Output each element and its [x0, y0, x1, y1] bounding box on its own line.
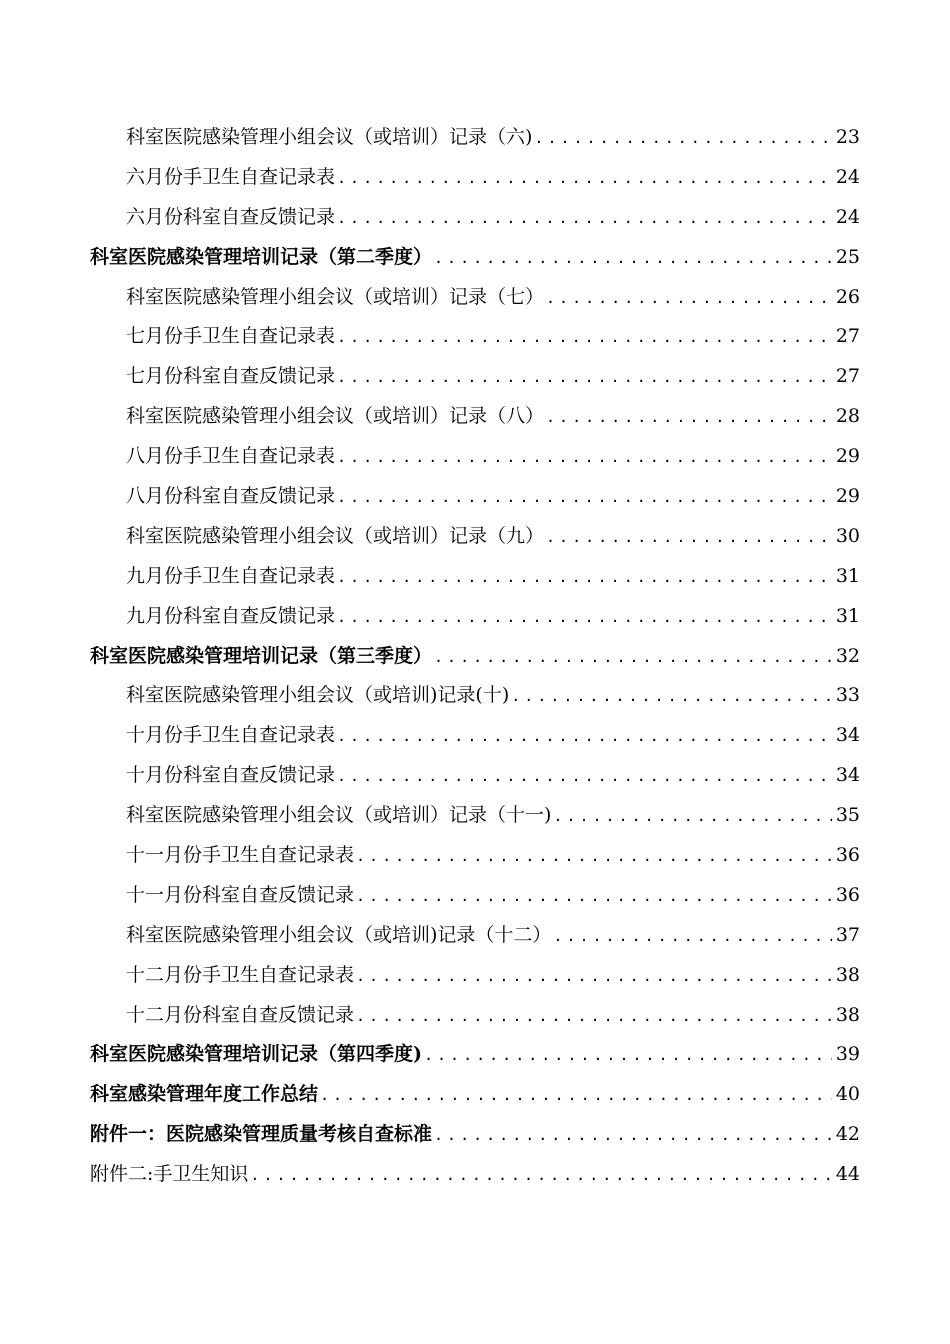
toc-dot-leader	[337, 358, 832, 398]
toc-entry[interactable]	[90, 996, 860, 1036]
toc-entry[interactable]	[90, 198, 860, 238]
toc-section-entry[interactable]	[90, 1035, 860, 1075]
toc-entry-page: 27	[835, 325, 860, 348]
toc-dot-leader	[434, 239, 832, 279]
toc-entry[interactable]	[90, 796, 860, 836]
toc-entry-title: 十月份科室自查反馈记录	[126, 764, 336, 787]
toc-entry-page: 35	[835, 804, 860, 827]
toc-section-entry[interactable]	[90, 238, 860, 278]
toc-section-entry[interactable]	[90, 637, 860, 677]
toc-entry[interactable]	[90, 477, 860, 517]
toc-dot-leader	[337, 757, 832, 797]
toc-entry[interactable]	[90, 437, 860, 477]
table-of-contents	[90, 118, 860, 1195]
toc-entry[interactable]	[90, 317, 860, 357]
toc-entry-title: 科室感染管理年度工作总结	[90, 1083, 319, 1106]
toc-entry-page: 37	[835, 923, 860, 946]
toc-entry-page: 29	[835, 445, 860, 468]
toc-entry-page: 23	[835, 126, 860, 148]
toc-entry-title: 科室医院感染管理小组会议（或培训）记录（十一)	[126, 804, 552, 827]
toc-entry-title: 十二月份科室自查反馈记录	[126, 1003, 355, 1026]
toc-entry-title: 附件二:手卫生知识	[90, 1163, 249, 1186]
toc-entry-title: 科室医院感染管理小组会议（或培训）记录（七）	[126, 285, 545, 308]
toc-entry[interactable]	[90, 118, 860, 158]
toc-dot-leader	[546, 398, 832, 438]
toc-entry-title: 十二月份手卫生自查记录表	[126, 963, 355, 986]
toc-entry-page: 34	[835, 764, 860, 787]
toc-entry-page: 44	[835, 1163, 860, 1186]
toc-entry-page: 33	[835, 684, 860, 707]
toc-entry-page: 40	[835, 1083, 860, 1106]
toc-entry[interactable]	[90, 597, 860, 637]
toc-entry-title: 科室医院感染管理小组会议（或培训)记录（十二）	[126, 923, 552, 946]
toc-dot-leader	[546, 279, 832, 319]
toc-entry-page: 34	[835, 724, 860, 747]
toc-entry-title: 科室医院感染管理小组会议（或培训）记录（九）	[126, 524, 545, 547]
toc-entry-title: 八月份科室自查反馈记录	[126, 485, 336, 508]
toc-dot-leader	[511, 677, 832, 717]
toc-entry-title: 十一月份手卫生自查记录表	[126, 844, 355, 867]
toc-entry-page: 38	[835, 1003, 860, 1026]
toc-dot-leader	[250, 1156, 832, 1196]
toc-dot-leader	[337, 318, 832, 358]
toc-entry-title: 七月份手卫生自查记录表	[126, 325, 336, 348]
toc-entry-page: 36	[835, 883, 860, 906]
toc-entry-title: 七月份科室自查反馈记录	[126, 365, 336, 388]
toc-entry-page: 38	[835, 963, 860, 986]
toc-entry-title: 科室医院感染管理小组会议（或培训）记录（八）	[126, 405, 545, 428]
toc-dot-leader	[337, 558, 832, 598]
toc-entry[interactable]	[90, 517, 860, 557]
toc-entry-title: 六月份手卫生自查记录表	[126, 165, 336, 188]
toc-appendix-entry[interactable]	[90, 1155, 860, 1195]
toc-entry-page: 42	[835, 1123, 860, 1146]
toc-dot-leader	[320, 1076, 832, 1116]
toc-entry[interactable]	[90, 716, 860, 756]
toc-entry[interactable]	[90, 956, 860, 996]
toc-entry-page: 24	[835, 205, 860, 228]
toc-entry-title: 附件一：医院感染管理质量考核自查标准	[90, 1123, 433, 1146]
toc-entry[interactable]	[90, 278, 860, 318]
toc-entry-title: 科室医院感染管理小组会议（或培训)记录(十)	[126, 684, 510, 707]
toc-entry-title: 九月份科室自查反馈记录	[126, 604, 336, 627]
toc-dot-leader	[534, 119, 832, 159]
toc-entry-page: 24	[835, 165, 860, 188]
toc-entry-page: 25	[835, 245, 860, 268]
toc-entry-title: 十一月份科室自查反馈记录	[126, 883, 355, 906]
toc-dot-leader	[424, 1036, 832, 1076]
toc-entry-page: 30	[835, 524, 860, 547]
toc-entry-title: 科室医院感染管理培训记录（第四季度)	[90, 1043, 422, 1066]
toc-entry-title: 科室医院感染管理培训记录（第二季度）	[90, 245, 433, 268]
toc-entry-title: 十月份手卫生自查记录表	[126, 724, 336, 747]
toc-dot-leader	[356, 957, 832, 997]
toc-entry[interactable]	[90, 357, 860, 397]
toc-entry-title: 科室医院感染管理小组会议（或培训）记录（六)	[126, 126, 533, 148]
toc-entry[interactable]	[90, 916, 860, 956]
toc-dot-leader	[337, 438, 832, 478]
toc-entry-title: 九月份手卫生自查记录表	[126, 564, 336, 587]
toc-dot-leader	[356, 877, 832, 917]
toc-entry[interactable]	[90, 756, 860, 796]
toc-dot-leader	[553, 917, 832, 957]
toc-entry-page: 36	[835, 844, 860, 867]
toc-entry-title: 八月份手卫生自查记录表	[126, 445, 336, 468]
toc-dot-leader	[356, 997, 832, 1037]
toc-dot-leader	[434, 638, 832, 678]
toc-entry[interactable]	[90, 158, 860, 198]
toc-section-entry[interactable]	[90, 1115, 860, 1155]
toc-entry-page: 32	[835, 644, 860, 667]
toc-dot-leader	[337, 478, 832, 518]
toc-entry[interactable]	[90, 876, 860, 916]
toc-entry[interactable]	[90, 397, 860, 437]
toc-dot-leader	[356, 837, 832, 877]
toc-entry-title: 科室医院感染管理培训记录（第三季度）	[90, 644, 433, 667]
toc-entry[interactable]	[90, 676, 860, 716]
toc-entry[interactable]	[90, 557, 860, 597]
toc-dot-leader	[337, 159, 832, 199]
toc-entry-title: 六月份科室自查反馈记录	[126, 205, 336, 228]
toc-entry[interactable]	[90, 836, 860, 876]
toc-dot-leader	[337, 199, 832, 239]
toc-entry-page: 26	[835, 285, 860, 308]
toc-entry-page: 31	[835, 604, 860, 627]
toc-dot-leader	[337, 717, 832, 757]
toc-entry-page: 39	[835, 1043, 860, 1066]
toc-dot-leader	[434, 1116, 832, 1156]
toc-dot-leader	[553, 797, 832, 837]
toc-dot-leader	[546, 518, 832, 558]
toc-section-entry[interactable]	[90, 1075, 860, 1115]
toc-entry-page: 29	[835, 485, 860, 508]
toc-dot-leader	[337, 598, 832, 638]
toc-entry-page: 31	[835, 564, 860, 587]
toc-entry-page: 27	[835, 365, 860, 388]
toc-entry-page: 28	[835, 405, 860, 428]
